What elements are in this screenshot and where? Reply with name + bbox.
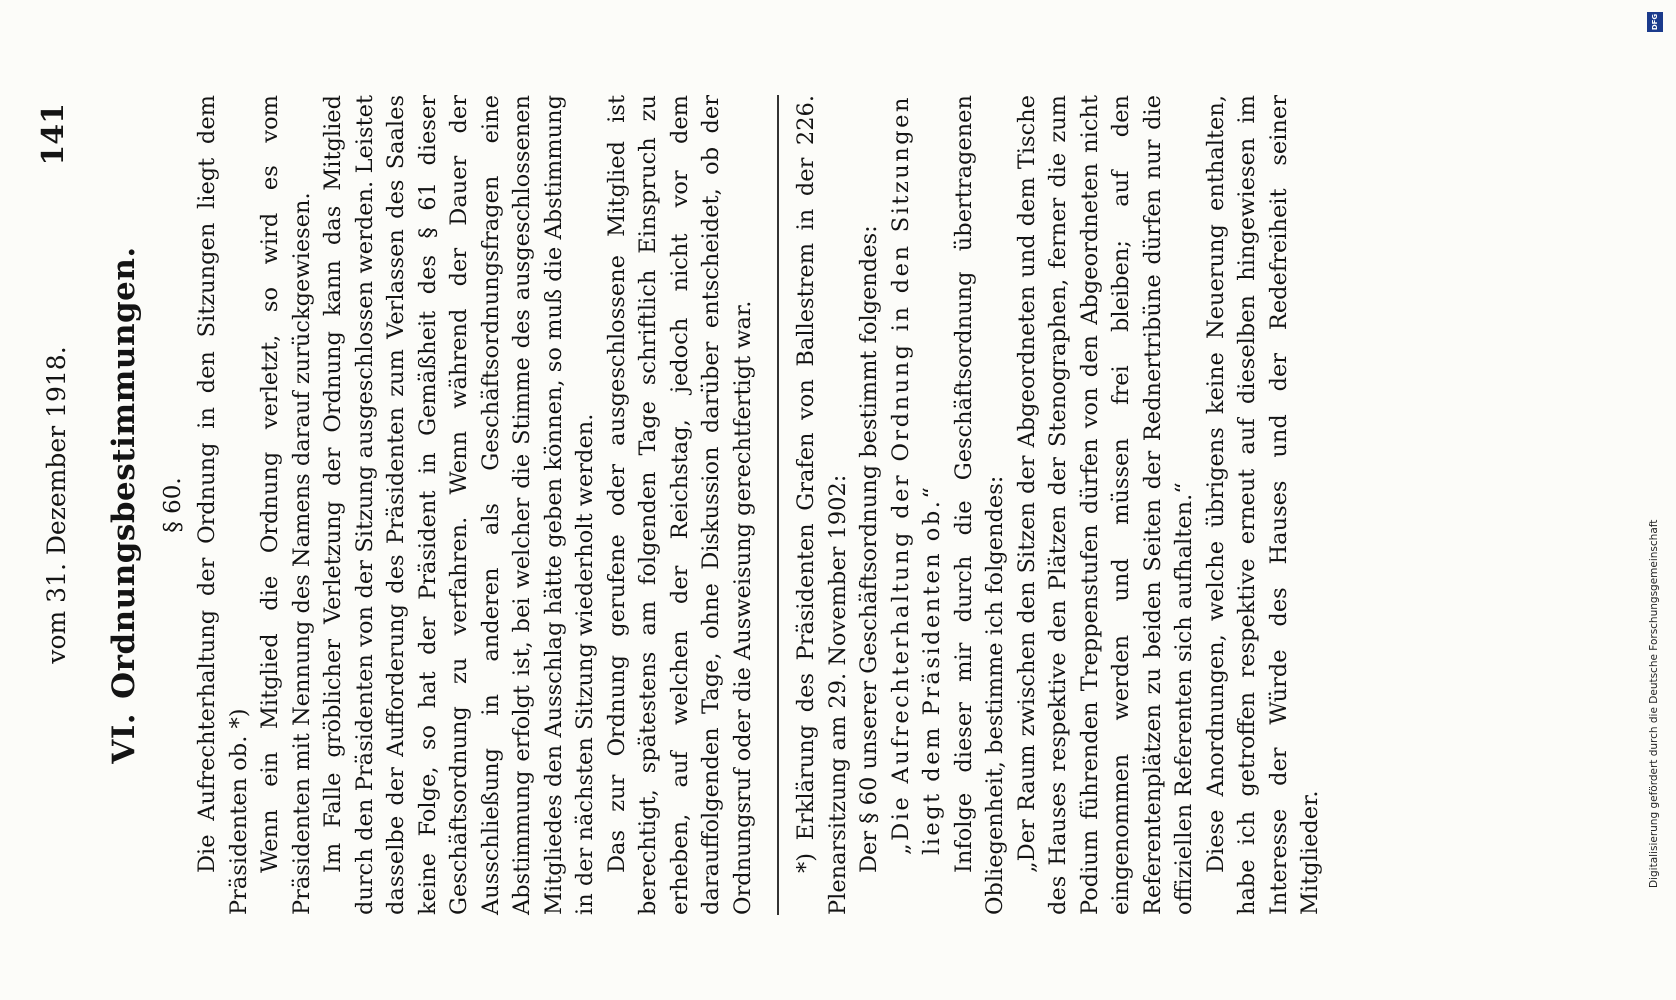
section-heading: § 60. xyxy=(160,477,186,533)
chapter-heading xyxy=(106,95,142,915)
paragraph: Im Falle gröblicher Verletzung der Ordnung kann das Mitglied durch den Präsidenten von der Sitzung ausgeschlossen werden. Leistet dasselbe der Aufforderung des Präsidenten zum Verlassen des Saales keine Folge, so hat der Präsident in Gemäßheit des § 61 dieser Geschäftsordnung zu verfahren. Wenn während der Dauer der Ausschließung in anderen als Geschäftsordnungsfragen eine Abstimmung erfolgt ist, bei welcher die Stimme des ausgeschlossenen Mitgliedes den Ausschlag hätte geben können, so muß die Abstimmung in der nächsten Sitzung wiederholt werden. xyxy=(320,95,598,915)
paragraph: Das zur Ordnung gerufene oder ausgeschlossene Mitglied ist berechtigt, spätestens am folgenden Tage schriftlich Einspruch zu erheben, auf welchen der Reichstag, jedoch nicht vor dem darauffolgenden Tage, ohne Diskussion darüber entscheidet, ob der Ordnungsruf oder die Ausweisung gerechtfertigt war. xyxy=(603,95,756,915)
chapter-number: VI. xyxy=(106,712,142,764)
footnote-line: Diese Anordnungen, welche übrigens keine Neuerung enthalten, habe ich getroffen respektive erneut auf dieselben hingewiesen im Interesse der Würde des Hauses und der Redefreiheit seiner Mitglieder. xyxy=(1202,95,1323,915)
footnote-divider xyxy=(777,95,779,915)
footnote-quote: „Der Raum zwischen den Sitzen der Abgeordneten und dem Tische des Hauses respektive den Plätzen der Stenographen, ferner die zum Podium führenden Treppenstufen dürfen von den Abgeordneten nicht eingenommen werden und müssen frei bleiben; auf den Referentenplätzen zu beiden Seiten der Rednertribüne dürfen nur die offiziellen Referenten sich aufhalten.“ xyxy=(1013,95,1197,915)
page-number: 141 xyxy=(36,103,71,166)
rotated-page xyxy=(0,55,1600,955)
footnote-quote: „Die Aufrechterhaltung der Ordnung in den Sitzungen liegt dem Präsidenten ob.“ xyxy=(887,95,945,855)
footnote-intro: *) Erklärung des Präsidenten Grafen von Ballestrem in der 226. Plenarsitzung am 29. November 1902: xyxy=(793,95,851,915)
chapter-title: Ordnungsbestimmungen. xyxy=(106,246,142,699)
watermark-text: Digitalisierung gefördert durch die Deutsche Forschungsgemeinschaft xyxy=(1648,519,1660,888)
running-head xyxy=(36,95,86,915)
footnote-line: Der § 60 unserer Geschäftsordnung bestimmt folgendes: xyxy=(856,225,882,873)
footnote xyxy=(791,95,1327,915)
dfg-logo: DFG xyxy=(1647,12,1663,32)
paragraph: Wenn ein Mitglied die Ordnung verletzt, so wird es vom Präsidenten mit Nennung des Namens darauf zurückgewiesen. xyxy=(257,95,315,915)
paragraph: Die Aufrechterhaltung der Ordnung in den Sitzungen liegt dem Präsidenten ob. *) xyxy=(194,95,252,915)
main-text xyxy=(192,95,759,915)
digitization-watermark xyxy=(1646,0,1666,1000)
running-head-date: vom 31. Dezember 1918. xyxy=(42,346,71,664)
footnote-line: Infolge dieser mir durch die Geschäftsordnung übertragenen Obliegenheit, bestimme ich folgendes: xyxy=(950,95,1008,915)
